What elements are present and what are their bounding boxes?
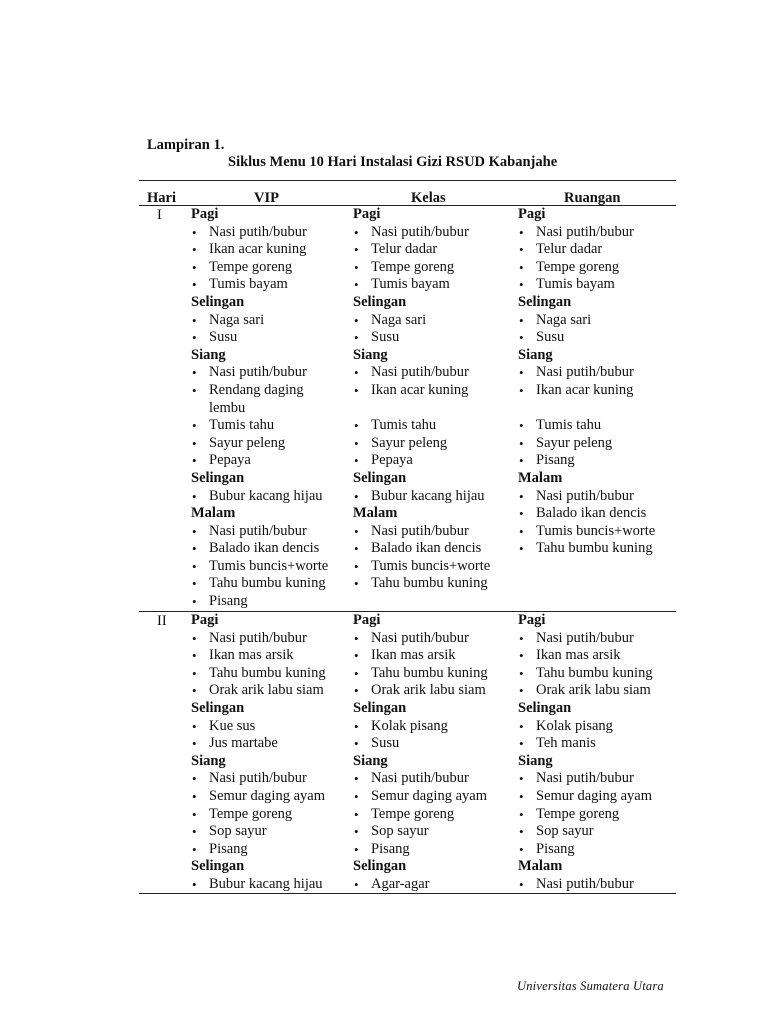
menu-item: • Bubur kacang hijau — [191, 876, 326, 894]
kelas-column — [353, 206, 490, 593]
menu-item: • Tahu bumbu kuning — [353, 575, 490, 593]
meal-heading: Selingan — [191, 469, 245, 486]
day-section-1 — [139, 206, 676, 611]
menu-item: • Naga sari — [518, 312, 655, 330]
menu-item: • Tumis buncis+worte — [191, 558, 328, 576]
menu-item: • Balado ikan dencis — [518, 505, 655, 523]
meal-heading: Pagi — [191, 612, 219, 628]
menu-item: • Tumis buncis+worte — [518, 523, 655, 541]
header-hari: Hari — [147, 190, 176, 206]
menu-item: • Tumis bayam — [518, 276, 655, 294]
menu-table — [139, 180, 676, 894]
menu-item: • Semur daging ayam — [353, 788, 488, 806]
caption: Lampiran 1. — [147, 137, 225, 153]
menu-item: • Tempe goreng — [353, 259, 490, 277]
menu-item: • Naga sari — [353, 312, 490, 330]
menu-item: • Tahu bumbu kuning — [518, 540, 655, 558]
meal-heading: Selingan — [353, 293, 407, 310]
menu-item: • Tempe goreng — [353, 806, 488, 824]
meal-heading: Selingan — [353, 469, 407, 486]
day-label: II — [157, 613, 167, 629]
menu-item: • Tahu bumbu kuning — [518, 665, 653, 683]
menu-item: • Nasi putih/bubur — [353, 523, 490, 541]
menu-item: • Balado ikan dencis — [191, 540, 328, 558]
menu-item: • Pepaya — [353, 452, 490, 470]
menu-item: • Tahu bumbu kuning — [191, 665, 326, 683]
document-title: Siklus Menu 10 Hari Instalasi Gizi RSUD Kabanjahe — [228, 154, 558, 170]
meal-heading: Pagi — [353, 612, 381, 628]
menu-item: • Ikan mas arsik — [353, 647, 488, 665]
meal-heading: Malam — [518, 858, 563, 875]
menu-item: • Nasi putih/bubur — [518, 630, 653, 648]
menu-item: • Nasi putih/bubur — [353, 364, 490, 382]
menu-item: • Nasi putih/bubur — [353, 770, 488, 788]
meal-heading: Pagi — [353, 206, 381, 222]
meal-heading: Malam — [518, 469, 563, 486]
meal-heading: Pagi — [191, 206, 219, 222]
menu-item: • Kolak pisang — [518, 718, 653, 736]
menu-item: • Susu — [191, 329, 328, 347]
kelas-column — [353, 612, 488, 894]
menu-item: • Sop sayur — [353, 823, 488, 841]
menu-item: • Sayur peleng — [518, 435, 655, 453]
menu-item: • Teh manis — [518, 735, 653, 753]
menu-item: • Pepaya — [191, 452, 328, 470]
meal-heading: Pagi — [518, 612, 546, 628]
menu-item: • Pisang — [518, 841, 653, 859]
menu-item: • Ikan mas arsik — [191, 647, 326, 665]
menu-item: • Tumis buncis+worte — [353, 558, 490, 576]
menu-item: • Rendang daging — [191, 382, 328, 400]
meal-heading: Selingan — [353, 858, 407, 875]
ruangan-column — [518, 206, 655, 558]
menu-item: • Jus martabe — [191, 735, 326, 753]
header-vip: VIP — [254, 190, 279, 206]
footer-university: Universitas Sumatera Utara — [517, 979, 664, 993]
menu-item: • Telur dadar — [518, 241, 655, 259]
menu-item: • Nasi putih/bubur — [191, 523, 328, 541]
meal-heading: Malam — [191, 505, 236, 522]
menu-item: • Ikan acar kuning — [191, 241, 328, 259]
menu-item: • Nasi putih/bubur — [518, 876, 653, 894]
menu-item: • Nasi putih/bubur — [518, 488, 655, 506]
menu-item: • Kue sus — [191, 718, 326, 736]
menu-item: • Semur daging ayam — [518, 788, 653, 806]
menu-item: • Tumis tahu — [191, 417, 328, 435]
header-ruangan: Ruangan — [564, 190, 621, 206]
menu-item: • Nasi putih/bubur — [191, 770, 326, 788]
menu-item: • Susu — [353, 735, 488, 753]
menu-item: • Ikan mas arsik — [518, 647, 653, 665]
menu-item: • Agar-agar — [353, 876, 488, 894]
header-kelas: Kelas — [411, 190, 446, 206]
meal-heading: Siang — [191, 752, 226, 769]
meal-heading: Siang — [518, 346, 553, 363]
menu-item: • Ikan acar kuning — [353, 382, 490, 400]
menu-item: • Tahu bumbu kuning — [353, 665, 488, 683]
menu-item: • Pisang — [191, 841, 326, 859]
menu-item: • Pisang — [518, 452, 655, 470]
menu-item: • Sop sayur — [191, 823, 326, 841]
menu-item: • Orak arik labu siam — [518, 682, 653, 700]
menu-item: • Sayur peleng — [353, 435, 490, 453]
menu-item: • Nasi putih/bubur — [353, 630, 488, 648]
menu-item: • Susu — [353, 329, 490, 347]
menu-item: • Tumis bayam — [191, 276, 328, 294]
menu-item: • Tempe goreng — [518, 259, 655, 277]
meal-heading: Selingan — [191, 699, 245, 716]
menu-item: • Nasi putih/bubur — [353, 224, 490, 242]
menu-item: • Pisang — [191, 593, 328, 611]
menu-item: • Bubur kacang hijau — [353, 488, 490, 506]
menu-item: • Nasi putih/bubur — [191, 630, 326, 648]
menu-item: • Susu — [518, 329, 655, 347]
menu-item: • Tumis bayam — [353, 276, 490, 294]
meal-heading: Siang — [353, 752, 388, 769]
meal-heading: Siang — [191, 346, 226, 363]
menu-item: • Kolak pisang — [353, 718, 488, 736]
menu-item: • Balado ikan dencis — [353, 540, 490, 558]
menu-item: • Tempe goreng — [191, 806, 326, 824]
menu-item: • Sayur peleng — [191, 435, 328, 453]
menu-item: • Sop sayur — [518, 823, 653, 841]
menu-item: • Tempe goreng — [191, 259, 328, 277]
menu-item-continuation: lembu — [209, 399, 246, 416]
ruangan-column — [518, 612, 653, 894]
menu-item: • Tumis tahu — [353, 417, 490, 435]
meal-heading: Selingan — [191, 858, 245, 875]
menu-item: • Ikan acar kuning — [518, 382, 655, 400]
menu-item: • Naga sari — [191, 312, 328, 330]
meal-heading: Selingan — [518, 293, 572, 310]
day-label: I — [157, 207, 162, 223]
menu-item: • Tumis tahu — [518, 417, 655, 435]
meal-heading: Siang — [353, 346, 388, 363]
spacer — [353, 400, 490, 418]
vip-column — [191, 612, 326, 894]
meal-heading: Malam — [353, 505, 398, 522]
menu-item: • Nasi putih/bubur — [518, 224, 655, 242]
vip-column — [191, 206, 328, 611]
menu-item: • Tempe goreng — [518, 806, 653, 824]
menu-item: • Pisang — [353, 841, 488, 859]
menu-item: • Orak arik labu siam — [191, 682, 326, 700]
meal-heading: Selingan — [518, 699, 572, 716]
menu-item: • Nasi putih/bubur — [191, 364, 328, 382]
meal-heading: Selingan — [353, 699, 407, 716]
menu-item: • Nasi putih/bubur — [518, 364, 655, 382]
menu-item: • Tahu bumbu kuning — [191, 575, 328, 593]
menu-item: • Nasi putih/bubur — [518, 770, 653, 788]
meal-heading: Pagi — [518, 206, 546, 222]
menu-item: • Bubur kacang hijau — [191, 488, 328, 506]
day-section-2 — [139, 612, 676, 893]
menu-item: • Semur daging ayam — [191, 788, 326, 806]
menu-item: • Telur dadar — [353, 241, 490, 259]
meal-heading: Selingan — [191, 293, 245, 310]
table-header — [139, 181, 676, 205]
menu-item: • Orak arik labu siam — [353, 682, 488, 700]
menu-item: • Nasi putih/bubur — [191, 224, 328, 242]
spacer — [518, 400, 655, 418]
meal-heading: Siang — [518, 752, 553, 769]
